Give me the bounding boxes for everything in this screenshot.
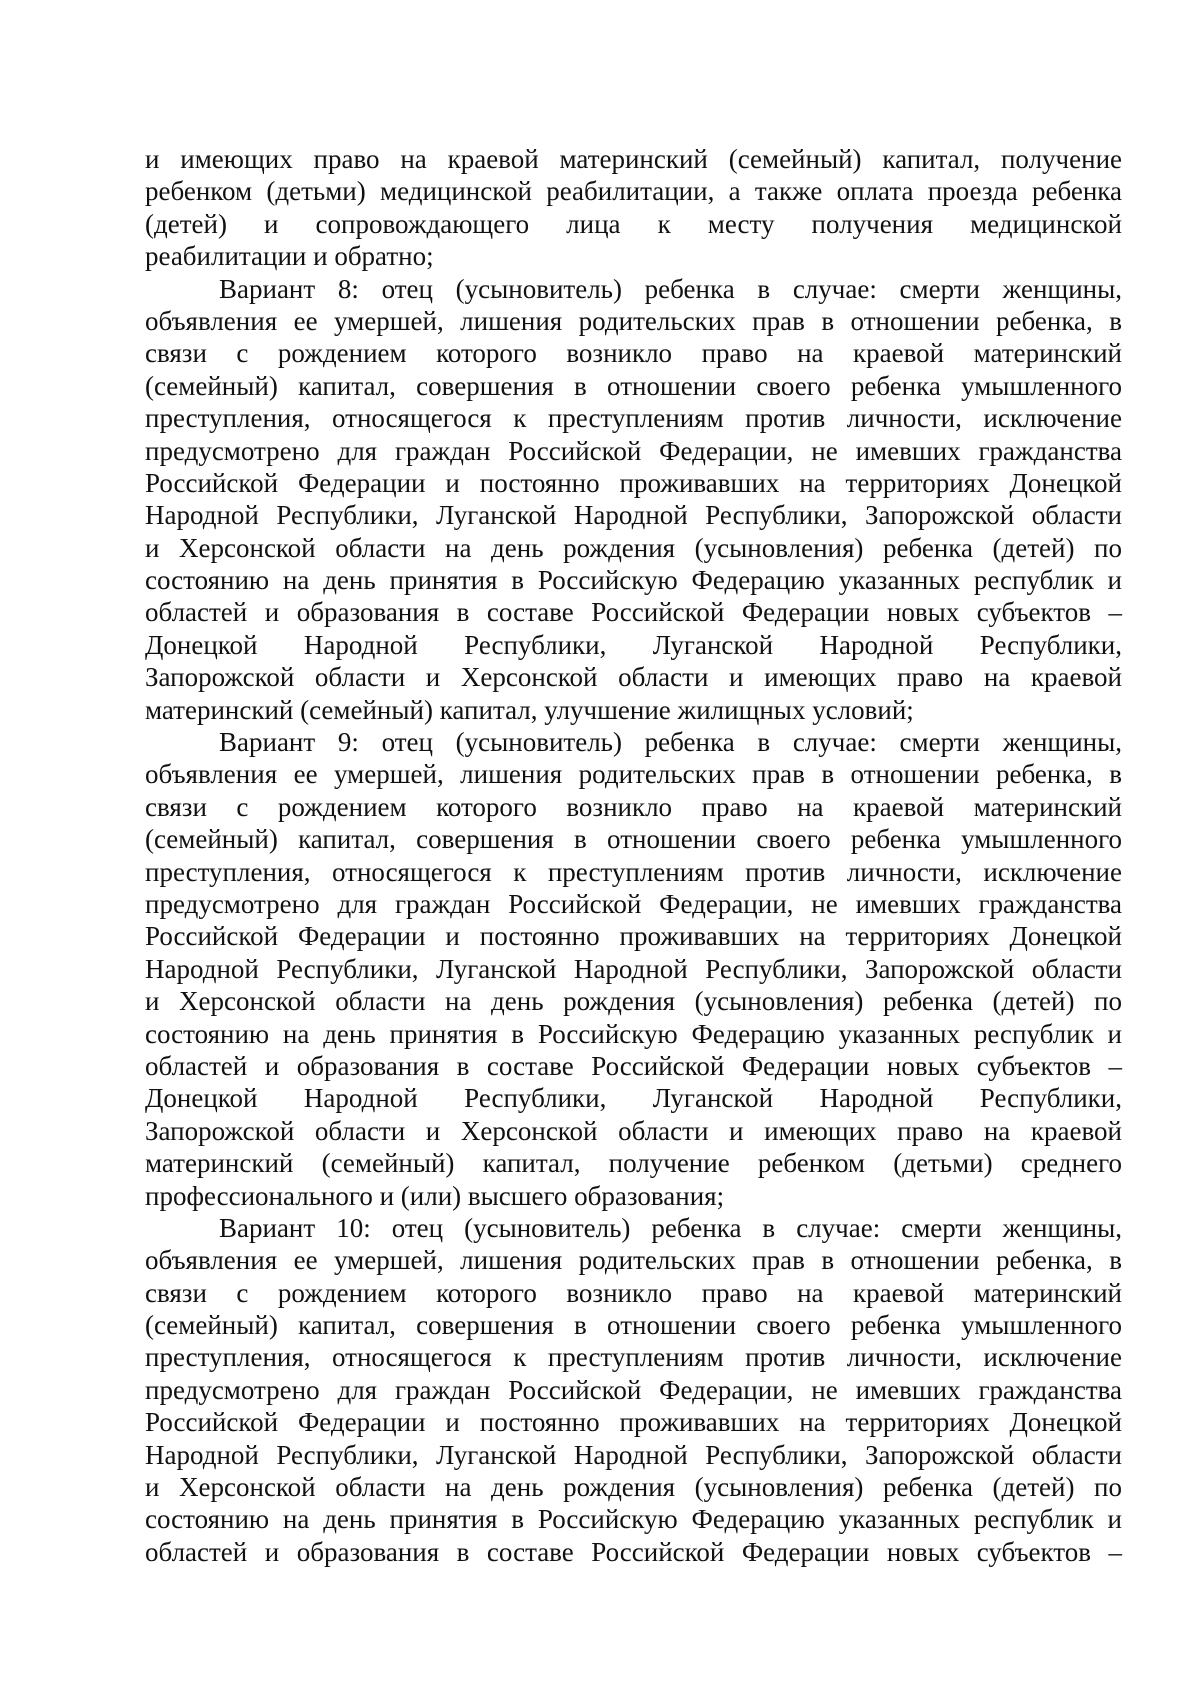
text-line: Запорожской области и Херсонской области и имеющих право на краевой bbox=[145, 1115, 1122, 1146]
text-line: Российской Федерации и постоянно проживавших на территориях Донецкой bbox=[145, 1407, 1122, 1438]
text-line: ребенком (детьми) медицинской реабилитации, а также оплата проезда ребенка bbox=[145, 176, 1122, 207]
text-line: областей и образования в составе Российской Федерации новых субъектов – bbox=[145, 1050, 1122, 1081]
text-line: Запорожской области и Херсонской области и имеющих право на краевой bbox=[145, 662, 1122, 693]
text-line: состоянию на день принятия в Российскую Федерацию указанных республик и bbox=[145, 565, 1122, 596]
document-page bbox=[145, 143, 1122, 1568]
text-line: Народной Республики, Луганской Народной Республики, Запорожской области bbox=[145, 500, 1122, 531]
text-line: объявления ее умершей, лишения родительских прав в отношении ребенка, в bbox=[145, 1245, 1122, 1276]
text-line: преступления, относящегося к преступлениям против личности, исключение bbox=[145, 403, 1122, 434]
text-line: (семейный) капитал, совершения в отношении своего ребенка умышленного bbox=[145, 1310, 1122, 1341]
text-line: Народной Республики, Луганской Народной Республики, Запорожской области bbox=[145, 1439, 1122, 1470]
text-line: Народной Республики, Луганской Народной Республики, Запорожской области bbox=[145, 953, 1122, 984]
text-line: и имеющих право на краевой материнский (семейный) капитал, получение bbox=[145, 144, 1122, 174]
text-line: состоянию на день принятия в Российскую Федерацию указанных республик и bbox=[145, 1504, 1122, 1535]
text-line: преступления, относящегося к преступлениям против личности, исключение bbox=[145, 856, 1122, 887]
text-line: предусмотрено для граждан Российской Федерации, не имевших гражданства bbox=[145, 1374, 1122, 1405]
text-line: Вариант 8: отец (усыновитель) ребенка в случае: смерти женщины, bbox=[219, 273, 1122, 304]
text-line: преступления, относящегося к преступлениям против личности, исключение bbox=[145, 1342, 1122, 1373]
text-line: предусмотрено для граждан Российской Федерации, не имевших гражданства bbox=[145, 888, 1122, 919]
text-line: Вариант 10: отец (усыновитель) ребенка в случае: смерти женщины, bbox=[219, 1212, 1122, 1243]
text-line: Донецкой Народной Республики, Луганской Народной Республики, bbox=[145, 629, 1122, 660]
text-line: и Херсонской области на день рождения (усыновления) ребенка (детей) по bbox=[145, 1472, 1122, 1503]
text-line: предусмотрено для граждан Российской Федерации, не имевших гражданства bbox=[145, 435, 1122, 466]
text-line: профессионального и (или) высшего образования; bbox=[145, 1180, 725, 1211]
text-line: областей и образования в составе Российской Федерации новых субъектов – bbox=[145, 597, 1122, 628]
text-line: состоянию на день принятия в Российскую Федерацию указанных республик и bbox=[145, 1018, 1122, 1049]
text-line: материнский (семейный) капитал, улучшение жилищных условий; bbox=[145, 694, 914, 725]
text-line: реабилитации и обратно; bbox=[145, 241, 434, 272]
text-line: и Херсонской области на день рождения (усыновления) ребенка (детей) по bbox=[145, 986, 1122, 1017]
text-line: Российской Федерации и постоянно проживавших на территориях Донецкой bbox=[145, 921, 1122, 952]
text-line: связи с рождением которого возникло право на краевой материнский bbox=[145, 338, 1122, 369]
text-line: областей и образования в составе Российской Федерации новых субъектов – bbox=[145, 1536, 1122, 1567]
text-line: объявления ее умершей, лишения родительских прав в отношении ребенка, в bbox=[145, 759, 1122, 790]
text-line: (детей) и сопровождающего лица к месту получения медицинской bbox=[145, 208, 1122, 239]
text-line: связи с рождением которого возникло право на краевой материнский bbox=[145, 791, 1122, 822]
text-line: связи с рождением которого возникло право на краевой материнский bbox=[145, 1277, 1122, 1308]
text-line: Донецкой Народной Республики, Луганской Народной Республики, bbox=[145, 1083, 1122, 1114]
text-line: материнский (семейный) капитал, получение ребенком (детьми) среднего bbox=[145, 1148, 1122, 1179]
text-line: (семейный) капитал, совершения в отношении своего ребенка умышленного bbox=[145, 370, 1122, 401]
text-line: Вариант 9: отец (усыновитель) ребенка в случае: смерти женщины, bbox=[219, 727, 1122, 758]
text-line: и Херсонской области на день рождения (усыновления) ребенка (детей) по bbox=[145, 532, 1122, 563]
text-line: Российской Федерации и постоянно проживавших на территориях Донецкой bbox=[145, 467, 1122, 498]
text-line: (семейный) капитал, совершения в отношении своего ребенка умышленного bbox=[145, 824, 1122, 855]
text-line: объявления ее умершей, лишения родительских прав в отношении ребенка, в bbox=[145, 305, 1122, 336]
